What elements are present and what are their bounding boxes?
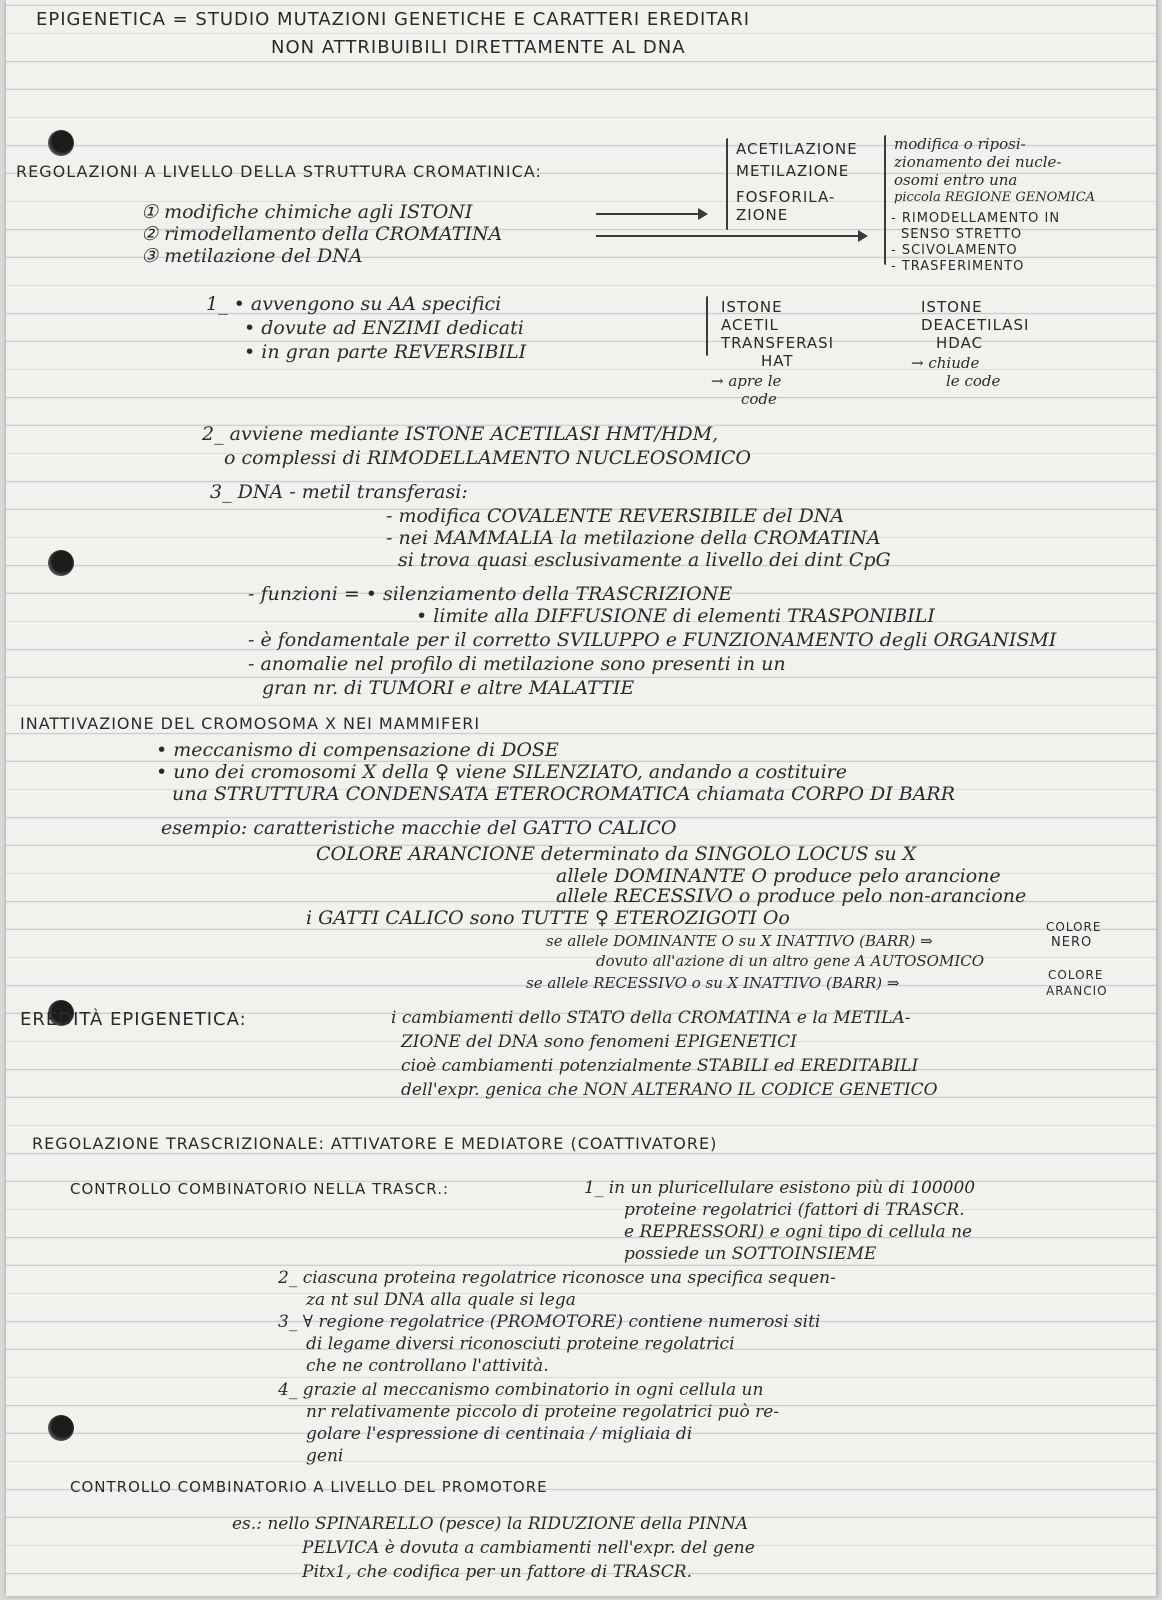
remod-line: - RIMODELLAMENTO IN: [891, 211, 1061, 226]
hat-line: ISTONE: [721, 298, 783, 316]
point-line: • dovute ad ENZIMI dedicati: [244, 317, 524, 339]
p2-line: 2_ ciascuna proteina regolatrice riconosce una specifica sequen-: [278, 1268, 836, 1288]
desc-line: modifica o riposi-: [894, 135, 1026, 153]
extra-line: - è fondamentale per il corretto SVILUPPO e FUNZIONAMENTO degli ORGANISMI: [248, 629, 1057, 651]
brace-icon: [706, 296, 708, 356]
hdac-line: le code: [946, 372, 1001, 390]
esempio-line: esempio: caratteristiche macchie del GATTO CALICO: [161, 817, 677, 839]
point-title: 3_ DNA - metil transferasi:: [210, 481, 468, 503]
p4-line: nr relativamente piccolo di proteine regolatrici può re-: [306, 1402, 780, 1422]
hat-line: code: [741, 390, 777, 408]
hdac-line: HDAC: [936, 334, 984, 352]
p4-line: golare l'espressione di centinaia / migliaia di: [306, 1424, 693, 1444]
p1-line: proteine regolatrici (fattori di TRASCR.: [624, 1200, 965, 1220]
hat-line: ACETIL: [721, 316, 779, 334]
inatt-line: • uno dei cromosomi X della ♀ viene SILENZIATO, andando a costituire: [156, 761, 848, 783]
point-line: 2_ avviene mediante ISTONE ACETILASI HMT/HDM,: [202, 423, 719, 445]
point-line: - modifica COVALENTE REVERSIBILE del DNA: [386, 505, 845, 527]
colore-line: COLORE ARANCIONE determinato da SINGOLO LOCUS su X: [316, 843, 917, 865]
point-line: si trova quasi esclusivamente a livello dei dint CpG: [398, 549, 891, 571]
mod-label: METILAZIONE: [736, 162, 850, 180]
arancio-label: ARANCIO: [1046, 984, 1108, 998]
nero-label: NERO: [1051, 935, 1093, 950]
hdac-line: → chiude: [911, 354, 980, 372]
binder-hole: [48, 550, 74, 576]
p1-line: e REPRESSORI) e ogni tipo di cellula ne: [624, 1222, 973, 1242]
funz-line: - funzioni = • silenziamento della TRASCRIZIONE: [248, 583, 733, 605]
hdac-line: ISTONE: [921, 298, 983, 316]
section-heading-inattivazione: INATTIVAZIONE DEL CROMOSOMA X NEI MAMMIFERI: [20, 714, 481, 733]
remod-line: SENSO STRETTO: [901, 227, 1023, 242]
hat-line: TRANSFERASI: [721, 334, 835, 352]
es-line: Pitx1, che codifica per un fattore di TRASCR.: [302, 1562, 693, 1582]
p2-line: za nt sul DNA alla quale si lega: [306, 1290, 576, 1310]
page-title-line1: EPIGENETICA = STUDIO MUTAZIONI GENETICHE E CARATTERI EREDITARI: [36, 9, 751, 30]
mod-label: FOSFORILA-: [736, 188, 836, 206]
extra-line: gran nr. di TUMORI e altre MALATTIE: [262, 677, 635, 699]
point-line: 1_ • avvengono su AA specifici: [206, 293, 502, 315]
p4-line: geni: [306, 1446, 344, 1466]
se-rec-line: se allele RECESSIVO o su X INATTIVO (BARR) ⇒: [526, 974, 900, 992]
p1-line: possiede un SOTTOINSIEME: [624, 1244, 877, 1264]
list-item: ② rimodellamento della CROMATINA: [141, 223, 503, 245]
extra-line: - anomalie nel profilo di metilazione sono presenti in un: [248, 653, 786, 675]
se-dom-line: se allele DOMINANTE O su X INATTIVO (BARR) ⇒: [546, 932, 933, 950]
desc-line: piccola REGIONE GENOMICA: [894, 190, 1096, 205]
p1-line: 1_ in un pluricellulare esistono più di 100000: [584, 1178, 976, 1198]
notebook-page: [6, 0, 1157, 1596]
arrow-icon: [596, 235, 866, 237]
calico-line: i GATTI CALICO sono TUTTE ♀ ETEROZIGOTI Oo: [306, 907, 790, 929]
section-heading-eredita: EREDITÀ EPIGENETICA:: [20, 1009, 247, 1030]
remod-line: - SCIVOLAMENTO: [891, 243, 1018, 258]
hat-line: HAT: [761, 352, 794, 370]
point-line: o complessi di RIMODELLAMENTO NUCLEOSOMICO: [224, 447, 751, 469]
binder-hole: [48, 130, 74, 156]
section-heading-regolazioni: REGOLAZIONI A LIVELLO DELLA STRUTTURA CROMATINICA:: [16, 162, 542, 181]
point-line: - nei MAMMALIA la metilazione della CROMATINA: [386, 527, 881, 549]
p3-line: 3_ ∀ regione regolatrice (PROMOTORE) contiene numerosi siti: [278, 1312, 821, 1332]
allele-line: allele DOMINANTE O produce pelo arancione: [556, 865, 1001, 887]
dovuto-line: dovuto all'azione di un altro gene A AUTOSOMICO: [596, 952, 985, 970]
es-line: PELVICA è dovuta a cambiamenti nell'expr. del gene: [302, 1538, 755, 1558]
remod-line: - TRASFERIMENTO: [891, 259, 1025, 274]
ereditar-line: i cambiamenti dello STATO della CROMATINA e la METILA-: [391, 1008, 911, 1028]
p4-line: 4_ grazie al meccanismo combinatorio in ogni cellula un: [278, 1380, 764, 1400]
mod-label: ZIONE: [736, 206, 789, 224]
nero-label: COLORE: [1046, 920, 1102, 934]
page-title-line2: NON ATTRIBUIBILI DIRETTAMENTE AL DNA: [271, 37, 686, 58]
hdac-line: DEACETILASI: [921, 316, 1030, 334]
inatt-line: una STRUTTURA CONDENSATA ETEROCROMATICA chiamata CORPO DI BARR: [172, 783, 956, 805]
ereditar-line: cioè cambiamenti potenzialmente STABILI ed EREDITABILI: [401, 1056, 919, 1076]
ereditar-line: ZIONE del DNA sono fenomeni EPIGENETICI: [401, 1032, 797, 1052]
list-item: ① modifiche chimiche agli ISTONI: [141, 201, 473, 223]
es-line: es.: nello SPINARELLO (pesce) la RIDUZIONE della PINNA: [232, 1514, 748, 1534]
promotore-heading: CONTROLLO COMBINATORIO A LIVELLO DEL PROMOTORE: [70, 1478, 548, 1496]
desc-line: osomi entro una: [894, 171, 1018, 189]
brace-icon: [726, 138, 728, 230]
p3-line: di legame diversi riconosciuti proteine regolatrici: [306, 1334, 735, 1354]
list-item: ③ metilazione del DNA: [141, 245, 363, 267]
mod-label: ACETILAZIONE: [736, 140, 858, 158]
binder-hole: [48, 1415, 74, 1441]
allele-line: allele RECESSIVO o produce pelo non-arancione: [556, 885, 1027, 907]
desc-line: zionamento dei nucle-: [894, 153, 1062, 171]
p3-line: che ne controllano l'attività.: [306, 1356, 549, 1376]
point-line: • in gran parte REVERSIBILI: [244, 341, 527, 363]
brace-icon: [884, 135, 886, 265]
section-heading-trascrizionale: REGOLAZIONE TRASCRIZIONALE: ATTIVATORE E MEDIATORE (COATTIVATORE): [32, 1134, 718, 1153]
arancio-label: COLORE: [1048, 968, 1104, 982]
ereditar-line: dell'expr. genica che NON ALTERANO IL CODICE GENETICO: [401, 1080, 938, 1100]
inatt-line: • meccanismo di compensazione di DOSE: [156, 739, 559, 761]
ctrl-heading: CONTROLLO COMBINATORIO NELLA TRASCR.:: [70, 1180, 450, 1198]
hat-line: → apre le: [711, 372, 782, 390]
arrow-icon: [596, 213, 706, 215]
funz-line: • limite alla DIFFUSIONE di elementi TRASPONIBILI: [416, 605, 935, 627]
